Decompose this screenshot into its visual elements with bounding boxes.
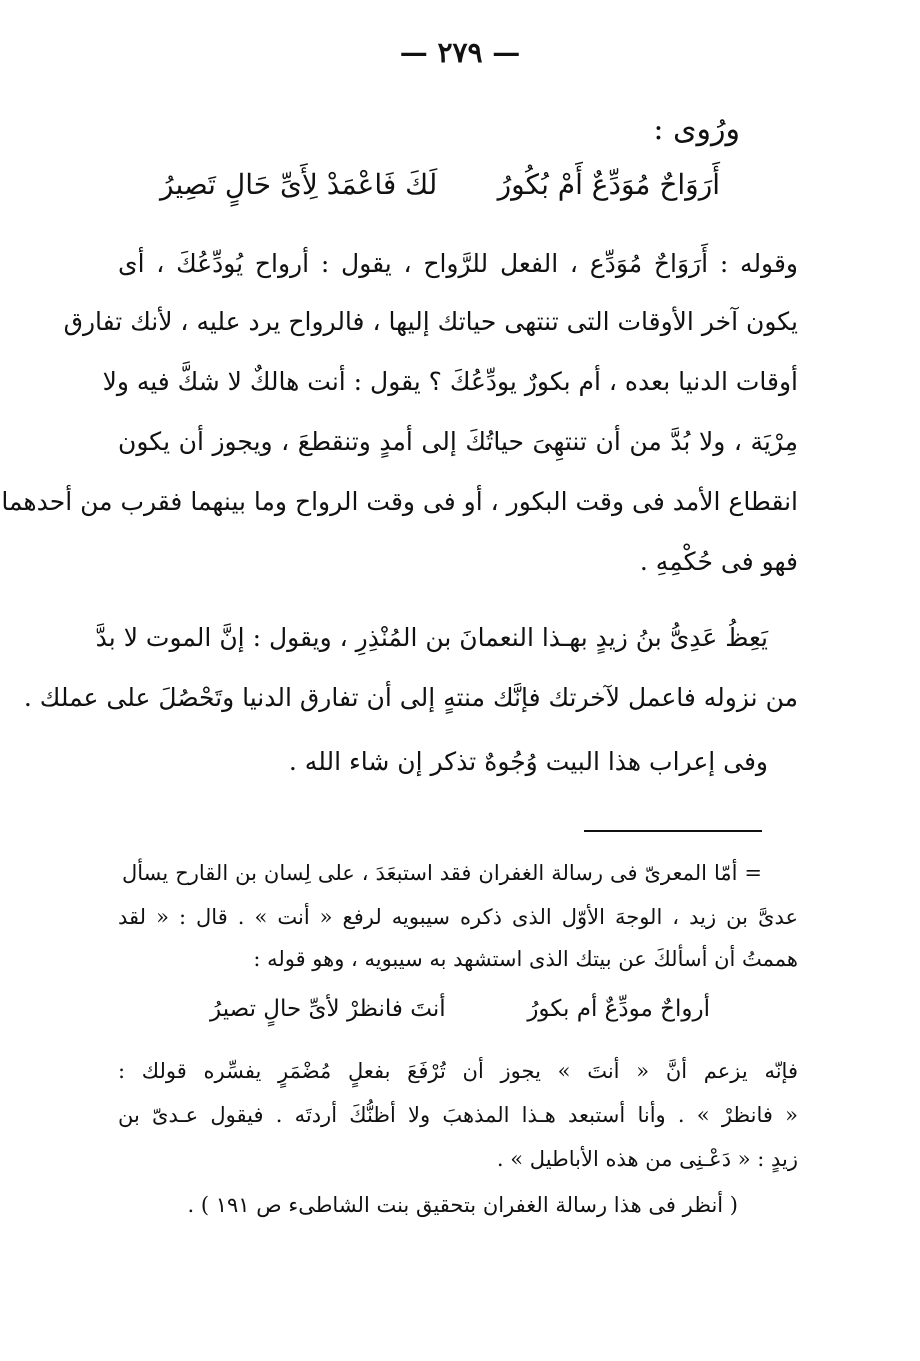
footnote-verse-second: أنتَ فانظرْ لأىِّ حالٍ تصيرُ [210,996,446,1022]
footnote-line: هممتُ أن أسألكَ عن بيتك الذى استشهد به سيبويه ، وهو قوله : [253,947,798,971]
footnote-line: فإنّه يزعم أنَّ « أنتَ » يجوز أن تُرْفَعَ بفعلٍ مُضْمَرٍ يفسِّره قولك : [118,1059,798,1083]
footnote-reference: ( أنظر فى هذا رسالة الغفران بتحقيق بنت الشاطىء ص ١٩١ ) . [187,1193,738,1217]
verse-second-hemistich: لَكَ فَاعْمَدْ لِأَىِّ حَالٍ تَصِيرُ [160,168,438,201]
commentary-line: أوقات الدنيا بعده ، أم بكورٌ يودِّعُكَ ؟ يقول : أنت هالكٌ لا شكَّ فيه ولا [102,367,798,396]
commentary-line: وقوله : أَرَوَاحٌ مُوَدِّع ، الفعل للرَّواح ، يقول : أرواح يُودِّعُكَ ، أى [118,249,798,278]
commentary-line: يكون آخر الأوقات التى تنتهى حياتك إليها ، فالرواح يرد عليه ، لأنك تفارق [63,307,798,336]
footnote-divider [584,830,762,832]
commentary-line: فهو فى حُكْمِهِ . [639,547,798,576]
footnote-line: = أمّا المعرىّ فى رسالة الغفران فقد استبعَدَ ، على لِسان بن القارح يسأل [122,861,762,885]
verse-first-hemistich: أَرَوَاحٌ مُوَدِّعٌ أَمْ بُكُورُ [497,168,720,201]
intro-word: ورُوى : [653,112,740,147]
commentary-line: مِرْيَة ، ولا بُدَّ من أن تنتهِىَ حياتُكَ إلى أمدٍ وتنقطعَ ، ويجوز أن يكون [118,427,798,456]
footnote-line: « فانظرْ » . وأنا أستبعد هـذا المذهبَ ولا أظنُّكَ أردتَه . فيقول عـدىّ بن [118,1103,798,1127]
commentary-line: وفى إعراب هذا البيت وُجُوهٌ تذكر إن شاء الله . [288,747,768,776]
footnote-line: عدىَّ بن زيد ، الوجهَ الأوّل الذى ذكره سيبويه لرفع « أنت » . قال : « لقد [118,905,798,929]
commentary-line: يَعِظُ عَدِىُّ بنُ زيدٍ بهـذا النعمانَ بن المُنْذِرِ ، ويقول : إنَّ الموت لا بدَّ [95,623,768,652]
poem-verse [160,168,720,216]
footnote-verse-first: أرواحٌ مودِّعٌ أم بكورُ [527,996,710,1022]
page-number: — ٢٧٩ — [399,36,521,69]
footnote-verse [210,996,710,1032]
commentary-line: انقطاع الأمد فى وقت البكور ، أو فى وقت الرواح وما بينهما فقرب من أحدهما [1,487,798,516]
footnote-line: زيدٍ : « دَعْـنِى من هذه الأباطيل » . [496,1147,798,1171]
commentary-line: من نزوله فاعمل لآخرتك فإنَّك منتهٍ إلى أن تفارق الدنيا وتَحْصُلَ على عملك . [23,683,798,712]
